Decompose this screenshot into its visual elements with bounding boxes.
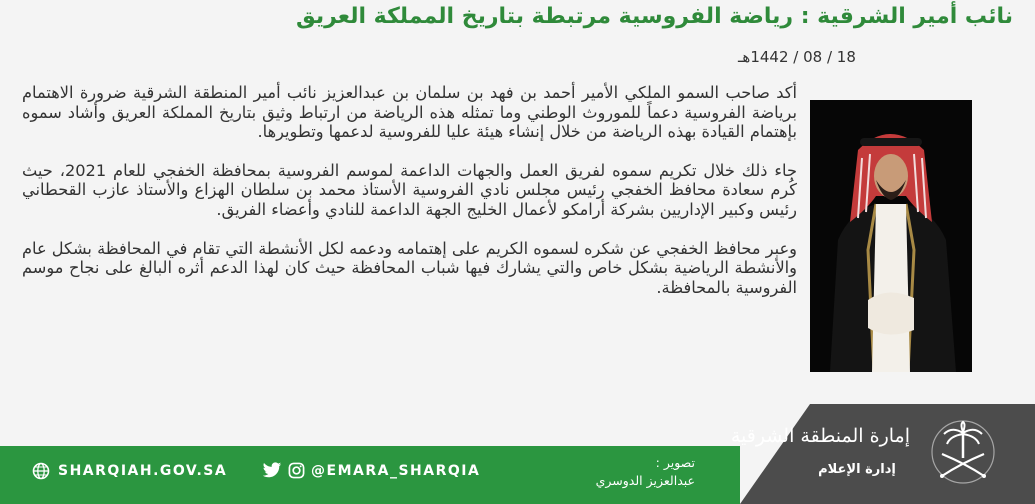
publish-date: 18 / 08 / 1442هـ xyxy=(738,48,856,66)
photo-credit-label: تصوير : xyxy=(655,455,695,470)
saudi-emblem-icon xyxy=(930,418,996,486)
globe-icon xyxy=(32,462,50,480)
article-paragraph: أكد صاحب السمو الملكي الأمير أحمد بن فهد بن سلمان بن عبدالعزيز نائب أمير المنطقة الشرقية ضرورة الاهتمام برياضة الفروسية دعماً للموروث الوطني وما تمثله هذه الرياضة من ارتباط وثيق بتاريخ المملكة العريق وأشاد سموه بإهتمام القيادة بهذه الرياضة من خلال إنشاء هيئة عليا للفروسية لدعمها وتطويرها. xyxy=(22,83,797,142)
social-handle-text: @EMARA_SHARQIA xyxy=(311,462,481,479)
website-link[interactable] xyxy=(32,462,227,480)
portrait-illustration xyxy=(810,100,972,372)
website-text: SHARQIAH.GOV.SA xyxy=(58,463,228,479)
brand-department: إدارة الإعلام xyxy=(818,462,896,477)
photo-credit-name: عبدالعزيز الدوسري xyxy=(595,473,695,488)
portrait-photo xyxy=(810,100,972,372)
page-title: نائب أمير الشرقية : رياضة الفروسية مرتبطة بتاريخ المملكة العريق xyxy=(296,4,1013,29)
photo-credit xyxy=(596,454,695,490)
brand-name: إمارة المنطقة الشرقية xyxy=(730,425,910,447)
instagram-icon xyxy=(288,462,305,479)
social-handle[interactable] xyxy=(262,462,480,479)
article-paragraph: جاء ذلك خلال تكريم سموه لفريق العمل والجهات الداعمة لموسم الفروسية بمحافظة الخفجي للعام 2021، حيث كُرم سعادة محافظ الخفجي رئيس مجلس نادي الفروسية الأستاذ محمد بن سلطان الهزاع والأستاذ عازب القحطاني رئيس وكبير الإداريين بشركة أرامكو لأعمال الخليج الجهة الداعمة للنادي وأعضاء الفريق. xyxy=(22,160,797,219)
twitter-icon xyxy=(262,462,282,479)
article-body xyxy=(22,83,797,316)
article-paragraph: وعبر محافظ الخفجي عن شكره لسموه الكريم على إهتمامه ودعمه لكل الأنشطة التي تقام في المحافظة بشكل عام والأنشطة الرياضية بشكل خاص والتي يشارك فيها شباب المحافظة حيث كان لهذا الدعم أثره البالغ على نجاح موسم الفروسية بالمحافظة. xyxy=(22,238,797,297)
